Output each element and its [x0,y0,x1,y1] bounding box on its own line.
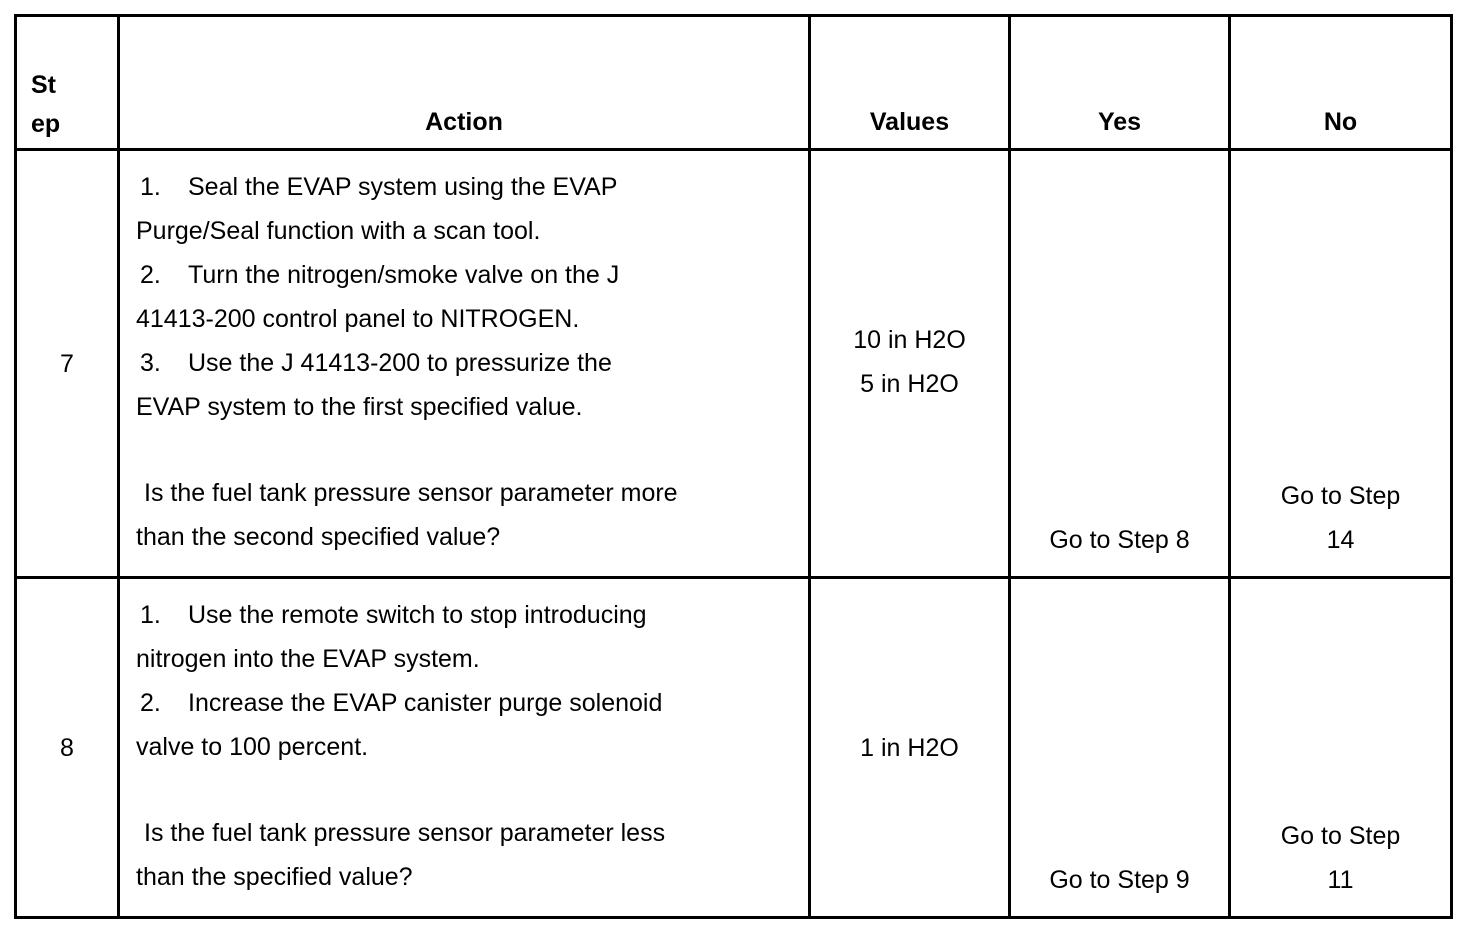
action-item-number: 1. [140,173,161,201]
diagnostic-table-container [14,14,1450,916]
action-question-continuation: than the second specified value? [136,523,501,551]
no-cell [1230,150,1452,578]
header-step-line1: St [31,71,56,99]
yes-cell: Go to Step 9 [1010,578,1230,918]
table-header-row [16,16,1452,150]
table-row [16,578,1452,918]
header-step [16,16,119,150]
action-item-text: Use the J 41413-200 to pressurize the [188,349,612,377]
action-cell [119,150,810,578]
header-action: Action [119,16,810,150]
step-number: 8 [16,578,119,918]
action-item-continuation: EVAP system to the first specified value. [136,393,583,421]
action-item-continuation: 41413-200 control panel to NITROGEN. [136,305,580,333]
action-item [136,593,792,637]
action-item-number: 3. [140,349,161,377]
action-item [136,165,792,209]
action-item-continuation: valve to 100 percent. [136,733,369,761]
values-cell [810,150,1010,578]
header-yes: Yes [1010,16,1230,150]
action-question: Is the fuel tank pressure sensor parameter less [144,819,666,847]
no-cell [1230,578,1452,918]
value-item: 5 in H2O [860,369,959,398]
no-line2: 14 [1326,526,1355,554]
action-cell [119,578,810,918]
action-item-text: Seal the EVAP system using the EVAP [188,173,618,201]
action-item [136,341,792,385]
action-item-text: Increase the EVAP canister purge solenoid [188,689,663,717]
table-row [16,150,1452,578]
value-item: 1 in H2O [860,733,959,762]
no-line2: 11 [1327,866,1354,894]
header-no: No [1230,16,1452,150]
no-line1: Go to Step [1280,482,1401,510]
action-item-number: 2. [140,689,161,717]
action-question: Is the fuel tank pressure sensor parameter more [144,479,678,507]
action-item-number: 1. [140,601,161,629]
values-cell [810,578,1010,918]
step-number: 7 [16,150,119,578]
action-item [136,681,792,725]
yes-cell: Go to Step 8 [1010,150,1230,578]
action-item-text: Turn the nitrogen/smoke valve on the J [188,261,620,289]
action-question-continuation: than the specified value? [136,863,413,891]
header-values: Values [810,16,1010,150]
diagnostic-table [14,14,1453,919]
action-item-number: 2. [140,261,161,289]
header-step-line2: ep [31,110,61,138]
no-line1: Go to Step [1280,822,1401,850]
action-item-text: Use the remote switch to stop introducing [188,601,647,629]
action-item-continuation: Purge/Seal function with a scan tool. [136,217,541,245]
action-item [136,253,792,297]
action-item-continuation: nitrogen into the EVAP system. [136,645,480,673]
value-item: 10 in H2O [853,325,966,354]
